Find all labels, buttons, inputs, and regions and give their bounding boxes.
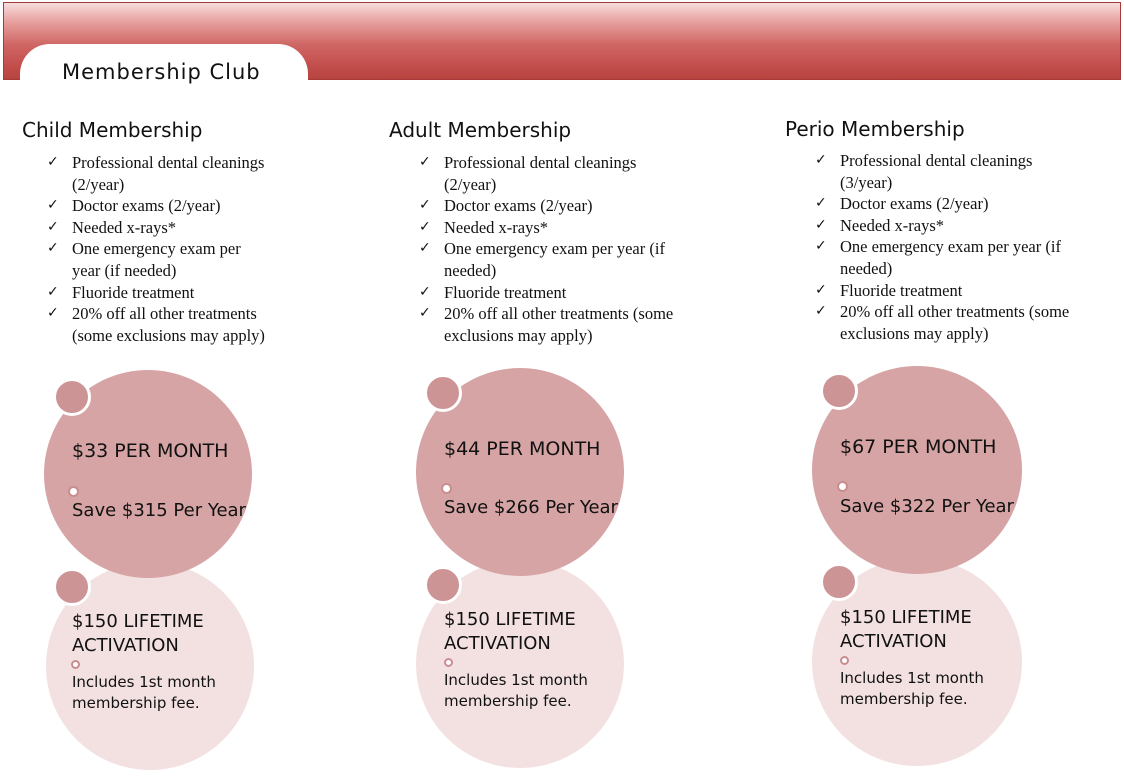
check-icon: ✓: [419, 283, 431, 300]
feature-item: ✓ One emergency exam per: [47, 239, 241, 259]
feature-item: (2/year): [72, 174, 125, 194]
feature-list: [813, 150, 1113, 344]
feature-list: [45, 152, 335, 346]
feature-item: ✓ Fluoride treatment: [47, 282, 195, 302]
price-label: $44 PER MONTH: [444, 438, 601, 460]
check-icon: ✓: [419, 154, 431, 170]
feature-item: ✓ Needed x-rays*: [815, 215, 944, 235]
bullet-dot: [68, 486, 79, 497]
check-icon: ✓: [419, 240, 431, 257]
bullet-dot: [441, 483, 452, 494]
savings-label: Save $322 Per Year: [840, 496, 1014, 517]
activation-label: $150 LIFETIME ACTIVATION: [72, 611, 204, 656]
feature-item: ✓ Fluoride treatment: [419, 282, 567, 302]
check-icon: ✓: [815, 216, 827, 233]
feature-item: (some exclusions may apply): [72, 325, 265, 345]
check-icon: ✓: [47, 218, 59, 235]
feature-item: ✓ 20% off all other treatments: [47, 304, 257, 324]
feature-item: ✓ 20% off all other treatments (some: [419, 304, 674, 324]
savings-label: Save $266 Per Year: [444, 497, 618, 518]
check-icon: ✓: [419, 218, 431, 235]
feature-item: exclusions may apply): [840, 323, 989, 343]
check-icon: ✓: [815, 195, 827, 212]
check-icon: ✓: [47, 154, 59, 170]
activation-note: Includes 1st month membership fee.: [444, 671, 588, 710]
plan-title: Perio Membership: [785, 117, 965, 141]
plan-title: Adult Membership: [389, 118, 572, 142]
price-label: $33 PER MONTH: [72, 440, 229, 462]
check-icon: ✓: [47, 283, 59, 300]
feature-item: ✓ Doctor exams (2/year): [815, 194, 989, 214]
accent-bubble: [53, 568, 91, 606]
feature-item: ✓ Needed x-rays*: [47, 217, 176, 237]
page-title: Membership Club: [62, 60, 261, 84]
activation-label: $150 LIFETIME ACTIVATION: [444, 609, 576, 654]
accent-bubble: [820, 372, 858, 410]
bullet-dot: [71, 660, 80, 669]
accent-bubble: [424, 566, 462, 604]
feature-item: needed): [444, 260, 497, 280]
accent-bubble: [424, 374, 462, 412]
feature-item: ✓ Professional dental cleanings: [47, 153, 265, 172]
check-icon: ✓: [815, 281, 827, 298]
feature-item: ✓ Needed x-rays*: [419, 217, 548, 237]
feature-item: ✓ Doctor exams (2/year): [419, 196, 593, 216]
check-icon: ✓: [47, 197, 59, 214]
activation-note: Includes 1st month membership fee.: [840, 669, 984, 708]
feature-item: ✓ Professional dental cleanings: [419, 153, 637, 172]
check-icon: ✓: [419, 305, 431, 322]
bullet-dot: [837, 481, 848, 492]
savings-label: Save $315 Per Year: [72, 500, 246, 521]
check-icon: ✓: [419, 197, 431, 214]
bullet-dot: [444, 658, 453, 667]
feature-item: ✓ One emergency exam per year (if: [815, 237, 1061, 257]
check-icon: ✓: [47, 305, 59, 322]
check-icon: ✓: [47, 240, 59, 257]
activation-note: Includes 1st month membership fee.: [72, 673, 216, 712]
feature-item: year (if needed): [72, 260, 177, 280]
feature-item: (3/year): [840, 172, 893, 192]
feature-item: ✓ 20% off all other treatments (some: [815, 302, 1070, 322]
plan-title: Child Membership: [22, 118, 203, 142]
check-icon: ✓: [815, 238, 827, 255]
feature-item: (2/year): [444, 174, 497, 194]
accent-bubble: [53, 378, 91, 416]
accent-bubble: [820, 563, 858, 601]
feature-item: ✓ Doctor exams (2/year): [47, 196, 221, 216]
feature-item: ✓ One emergency exam per year (if: [419, 239, 665, 259]
feature-item: ✓ Professional dental cleanings: [815, 151, 1033, 170]
feature-item: ✓ Fluoride treatment: [815, 280, 963, 300]
feature-item: needed): [840, 258, 893, 278]
feature-list: [417, 152, 737, 346]
feature-item: exclusions may apply): [444, 325, 593, 345]
price-label: $67 PER MONTH: [840, 436, 997, 458]
check-icon: ✓: [815, 303, 827, 320]
bullet-dot: [840, 656, 849, 665]
check-icon: ✓: [815, 152, 827, 168]
activation-label: $150 LIFETIME ACTIVATION: [840, 607, 972, 652]
